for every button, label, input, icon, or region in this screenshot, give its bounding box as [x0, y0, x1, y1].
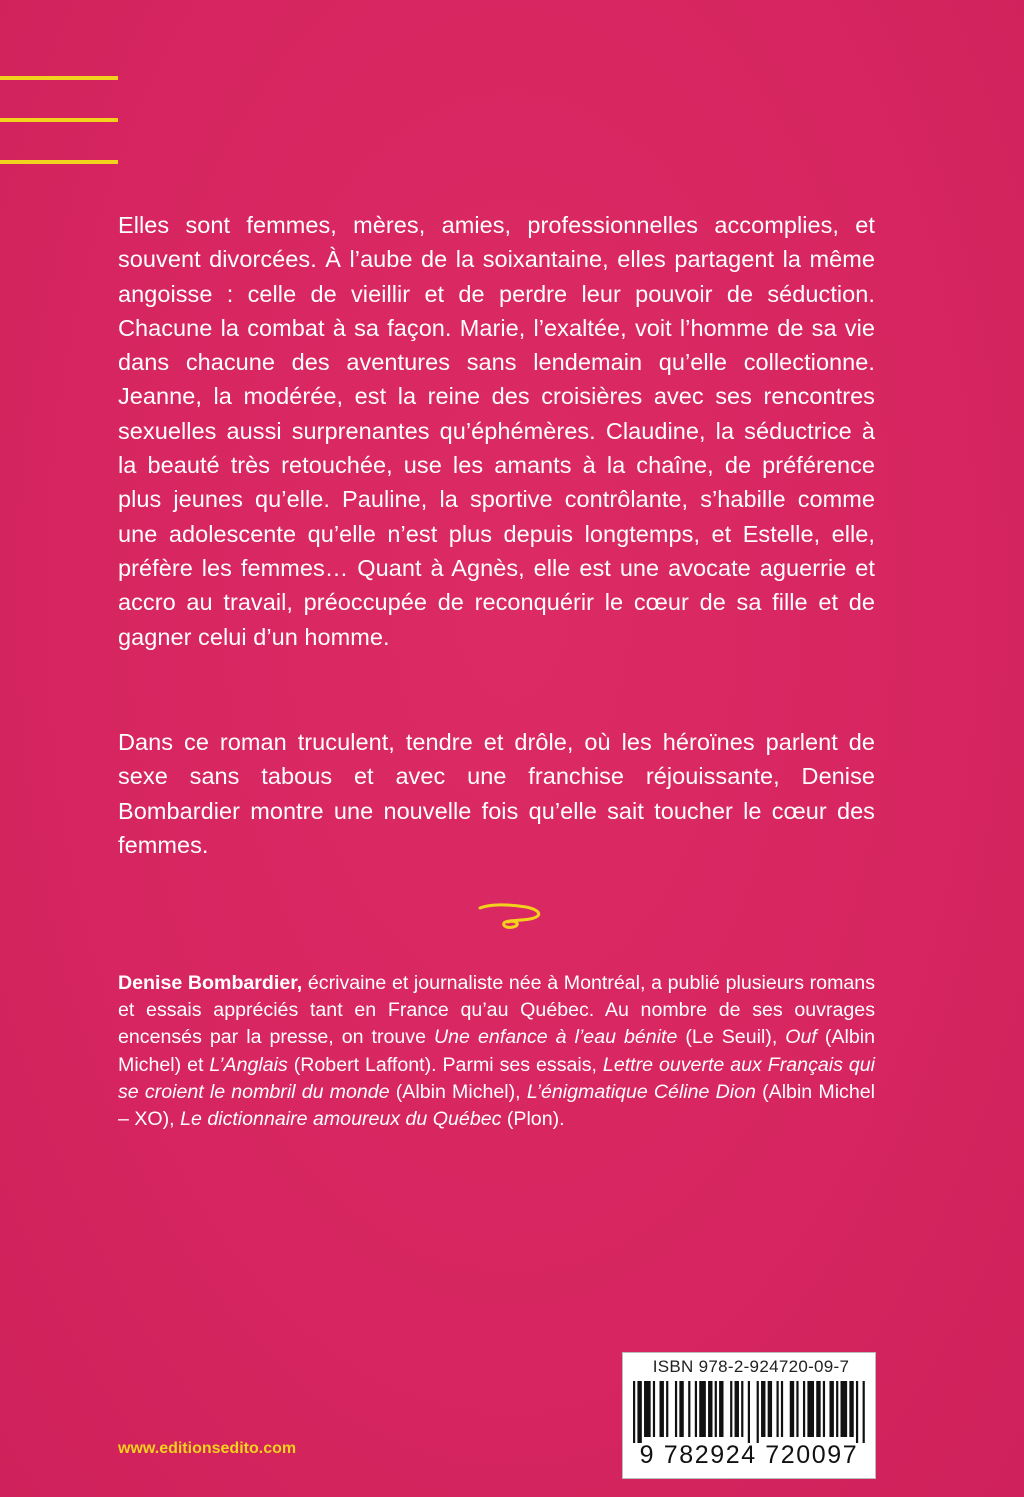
bio-text: (Plon).: [501, 1108, 565, 1131]
book-title: L’énigmatique Céline Dion: [526, 1080, 756, 1103]
ean-number: 9 782924 720097: [639, 1441, 859, 1469]
bio-text: (Albin Michel) et: [118, 1026, 875, 1076]
book-title: Ouf: [785, 1026, 817, 1049]
bio-text: écrivaine et journaliste née à Montréal, a publié plusieurs romans et essais appréciés tant en France qu’au Québec. Au nombre de ses ouvrages encensés par la presse, on trouve: [118, 972, 875, 1049]
book-title: Lettre ouverte aux Français qui se croient le nombril du monde: [118, 1053, 875, 1103]
decorative-line: [0, 160, 118, 164]
blurb-paragraph-1: Elles sont femmes, mères, amies, professionnelles accomplies, et souvent divorcées. À l’aube de la soixantaine, elles partagent la même angoisse : celle de vieillir et de perdre leur pouvoir de séduction. Chacune la combat à sa façon. Marie, l’exaltée, voit l’homme de sa vie dans chacune des aventures sans lendemain qu’elle collectionne. Jeanne, la modérée, est la reine des croisières avec ses rencontres sexuelles aussi surprenantes qu’éphémères. Claudine, la séductrice à la beauté très retouchée, use les amants à la chaîne, de préférence plus jeunes qu’elle. Pauline, la sportive contrôlante, s’habille comme une adolescente qu’elle n’est plus depuis longtemps, et Estelle, elle, préfère les femmes… Quant à Agnès, elle est une avocate aguerrie et accro au travail, préoccupée de reconquérir le cœur de sa fille et de gagner celui d’un homme.: [118, 212, 875, 650]
book-title: Le dictionnaire amoureux du Québec: [180, 1108, 502, 1131]
barcode-icon: [633, 1381, 867, 1443]
swirl-ornament-icon: [478, 902, 548, 932]
bio-text: (Albin Michel),: [389, 1080, 527, 1103]
book-title: Une enfance à l’eau bénite: [434, 1026, 678, 1049]
bio-text: (Robert Laffont). Parmi ses essais,: [287, 1053, 603, 1076]
decorative-line: [0, 118, 118, 122]
isbn-barcode-block: [622, 1352, 876, 1479]
bio-text: (Le Seuil),: [677, 1026, 786, 1049]
author-name: Denise Bombardier,: [118, 972, 303, 994]
decorative-line: [0, 76, 118, 80]
isbn-label: ISBN 978-2-924720-09-7: [652, 1357, 850, 1376]
author-biography: [118, 970, 875, 1133]
blurb-paragraph-2: Dans ce roman truculent, tendre et drôle, où les héroïnes parlent de sexe sans tabous et avec une franchise réjouissante, Denise Bombardier montre une nouvelle fois qu’elle sait toucher le cœur des femmes.: [118, 729, 875, 858]
book-title: L’Anglais: [209, 1053, 288, 1076]
publisher-website-link[interactable]: www.editionsedito.com: [118, 1440, 297, 1457]
bio-text: (Albin Michel – XO),: [118, 1080, 876, 1131]
